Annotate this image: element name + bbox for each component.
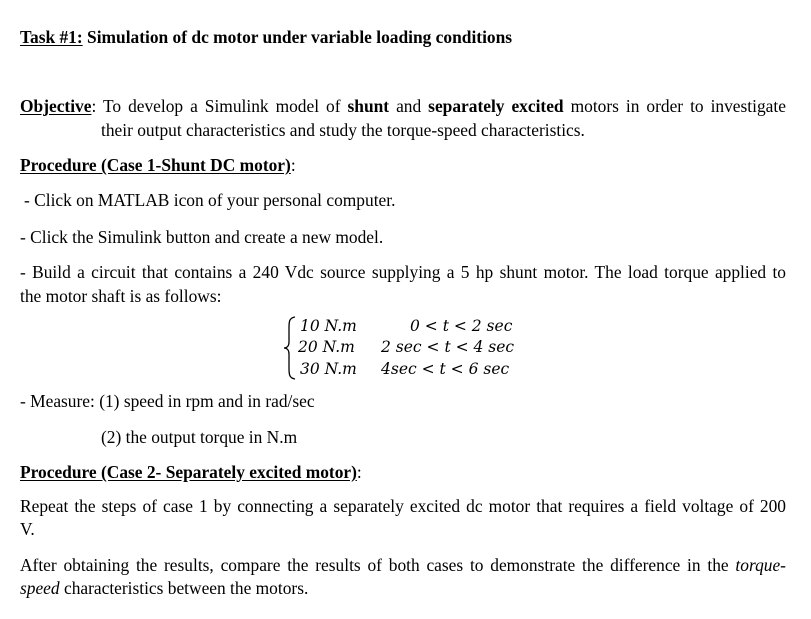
torque-term: torque- xyxy=(735,555,786,575)
time-interval-3: 4sec < t < 6 sec xyxy=(381,360,510,378)
case1-step-1: - Click on MATLAB icon of your personal computer. xyxy=(24,190,396,210)
objective-label: Objective xyxy=(20,96,92,116)
conclusion-line-1: After obtaining the results, compare the results of both cases to demonstrate the difference in the torque- xyxy=(20,555,786,575)
objective-line-1: Objective: To develop a Simulink model of shunt and separately excited motors in order to investigate xyxy=(20,96,786,116)
objective-line-2: their output characteristics and study the torque-speed characteristics. xyxy=(101,120,585,140)
case2-heading: Procedure (Case 2- Separately excited motor): xyxy=(20,462,362,482)
torque-value-1: 10 N.m xyxy=(300,317,357,335)
task-title xyxy=(20,27,512,48)
separately-excited-term: separately excited xyxy=(428,96,564,116)
time-interval-2: 2 sec < t < 4 sec xyxy=(381,338,515,356)
time-interval-1: 0 < t < 2 sec xyxy=(410,317,513,335)
case2-text-line-1: Repeat the steps of case 1 by connecting a separately excited dc motor that requires a field voltage of 200 xyxy=(20,496,786,516)
task-label: Task #1: xyxy=(20,27,83,47)
conclusion-line-2: speed characteristics between the motors. xyxy=(20,578,309,598)
left-brace-icon xyxy=(283,316,297,380)
speed-term: speed xyxy=(20,578,60,598)
shunt-term: shunt xyxy=(347,96,390,116)
measure-line-2: (2) the output torque in N.m xyxy=(101,427,298,447)
task-title-text: Simulation of dc motor under variable loading conditions xyxy=(87,27,513,47)
case1-step-2: - Click the Simulink button and create a new model. xyxy=(20,227,384,247)
case2-text-line-2: V. xyxy=(20,519,35,539)
case1-step-3-line-2: the motor shaft is as follows: xyxy=(20,286,222,306)
torque-value-3: 30 N.m xyxy=(300,360,357,378)
case1-step-3-line-1: - Build a circuit that contains a 240 Vdc source supplying a 5 hp shunt motor. The load torque applied to xyxy=(20,262,786,282)
measure-line-1: - Measure: (1) speed in rpm and in rad/sec xyxy=(20,391,315,411)
torque-value-2: 20 N.m xyxy=(298,338,355,356)
case1-heading: Procedure (Case 1-Shunt DC motor): xyxy=(20,155,296,175)
